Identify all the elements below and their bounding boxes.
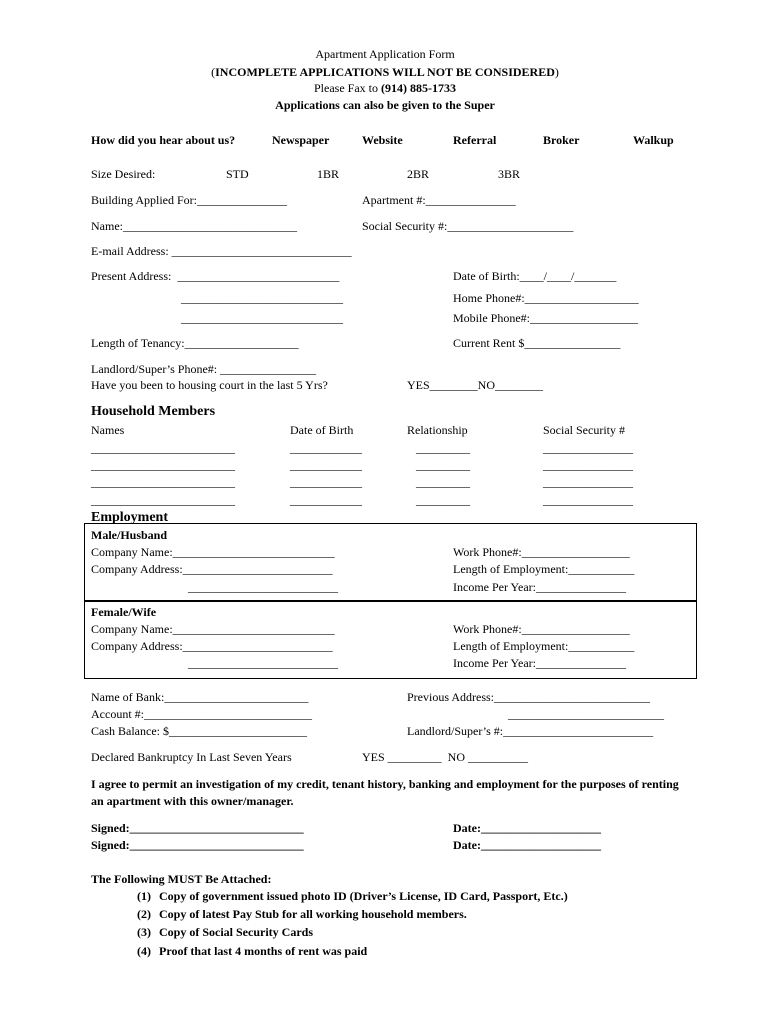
agreement-line1: I agree to permit an investigation of my credit, tenant history, banking and employment for the purposes of renting — [91, 777, 679, 791]
household-header-names: Names — [91, 423, 125, 437]
previous-address-field[interactable]: Previous Address:__________________________ — [407, 690, 650, 704]
mobile-phone-field[interactable]: Mobile Phone#:__________________ — [453, 311, 638, 325]
bankruptcy-question: Declared Bankruptcy In Last Seven Years — [91, 750, 292, 764]
household-ssn-field[interactable]: _______________ — [543, 441, 633, 455]
female-company-name-field[interactable]: Company Name:___________________________ — [91, 622, 335, 636]
present-address-line3[interactable]: ___________________________ — [181, 311, 343, 325]
household-header-relationship: Relationship — [407, 423, 468, 437]
male-income-field[interactable]: Income Per Year:_______________ — [453, 580, 626, 594]
fax-number: (914) 885-1733 — [381, 81, 456, 95]
size-2br[interactable]: 2BR — [407, 167, 430, 181]
form-title: Apartment Application Form — [315, 47, 455, 61]
email-field[interactable]: E-mail Address: ______________________________ — [91, 244, 352, 258]
household-title: Household Members — [91, 404, 216, 419]
incomplete-text: INCOMPLETE APPLICATIONS WILL NOT BE CONSIDERED — [215, 65, 555, 79]
size-label: Size Desired: — [91, 167, 156, 181]
attachment-text: Copy of government issued photo ID (Driver’s License, ID Card, Passport, Etc.) — [159, 889, 568, 903]
attachment-number: (1) — [137, 889, 151, 903]
date-field[interactable]: Date:____________________ — [453, 838, 601, 852]
ssn-field[interactable]: Social Security #:_____________________ — [362, 219, 574, 233]
attachment-text: Proof that last 4 months of rent was paid — [159, 944, 368, 958]
date-field[interactable]: Date:____________________ — [453, 821, 601, 835]
male-company-name-field[interactable]: Company Name:___________________________ — [91, 545, 335, 559]
present-address-field[interactable]: Present Address: ___________________________ — [91, 269, 340, 283]
landlord-phone-field[interactable]: Landlord/Super’s Phone#: ________________ — [91, 362, 317, 376]
male-company-address-field[interactable]: Company Address:_________________________ — [91, 562, 333, 576]
female-title: Female/Wife — [91, 605, 157, 619]
incomplete-warning — [0, 65, 770, 79]
employment-title: Employment — [91, 510, 168, 525]
size-1br[interactable]: 1BR — [317, 167, 340, 181]
household-ssn-field[interactable]: _______________ — [543, 475, 633, 489]
household-relationship-field[interactable]: _________ — [416, 493, 470, 507]
super-note: Applications can also be given to the Super — [275, 98, 495, 112]
building-field[interactable]: Building Applied For:_______________ — [91, 193, 288, 207]
option-walkup[interactable]: Walkup — [633, 133, 674, 147]
option-referral[interactable]: Referral — [453, 133, 497, 147]
household-header-dob: Date of Birth — [290, 423, 354, 437]
attachment-text: Copy of latest Pay Stub for all working household members. — [159, 907, 467, 921]
home-phone-field[interactable]: Home Phone#:___________________ — [453, 291, 639, 305]
bank-name-field[interactable]: Name of Bank:________________________ — [91, 690, 309, 704]
signature-field[interactable]: Signed:_____________________________ — [91, 821, 304, 835]
household-relationship-field[interactable]: _________ — [416, 475, 470, 489]
female-length-employment-field[interactable]: Length of Employment:___________ — [453, 639, 635, 653]
cash-balance-field[interactable]: Cash Balance: $_______________________ — [91, 724, 307, 738]
household-name-field[interactable]: ________________________ — [91, 493, 235, 507]
female-company-address-line2[interactable]: _________________________ — [188, 656, 338, 670]
household-dob-field[interactable]: ____________ — [290, 441, 362, 455]
attachment-item — [137, 944, 367, 958]
attachment-text: Copy of Social Security Cards — [159, 925, 313, 939]
attachment-number: (4) — [137, 944, 151, 958]
option-broker[interactable]: Broker — [543, 133, 580, 147]
size-std[interactable]: STD — [226, 167, 249, 181]
female-work-phone-field[interactable]: Work Phone#:__________________ — [453, 622, 630, 636]
name-field[interactable]: Name:_____________________________ — [91, 219, 297, 233]
household-relationship-field[interactable]: _________ — [416, 441, 470, 455]
signature-field[interactable]: Signed:_____________________________ — [91, 838, 304, 852]
female-company-address-field[interactable]: Company Address:_________________________ — [91, 639, 333, 653]
fax-line — [0, 81, 770, 95]
hear-about-question: How did you hear about us? — [91, 133, 236, 147]
male-company-address-line2[interactable]: _________________________ — [188, 580, 338, 594]
household-dob-field[interactable]: ____________ — [290, 475, 362, 489]
bankruptcy-yes-no[interactable]: YES _________ NO __________ — [362, 750, 529, 764]
housing-court-question: Have you been to housing court in the last 5 Yrs? — [91, 378, 328, 392]
attachment-item — [137, 925, 313, 939]
housing-court-yes-no[interactable]: YES________NO________ — [407, 378, 544, 392]
previous-landlord-field[interactable]: Landlord/Super’s #:_________________________ — [407, 724, 654, 738]
attachment-number: (2) — [137, 907, 151, 921]
account-number-field[interactable]: Account #:____________________________ — [91, 707, 312, 721]
dob-field[interactable]: Date of Birth:____/____/_______ — [453, 269, 617, 283]
present-address-line2[interactable]: ___________________________ — [181, 291, 343, 305]
previous-address-line2[interactable]: __________________________ — [508, 707, 664, 721]
fax-label: Please Fax to — [314, 81, 381, 95]
male-work-phone-field[interactable]: Work Phone#:__________________ — [453, 545, 630, 559]
agreement-line2: an apartment with this owner/manager. — [91, 794, 294, 808]
household-name-field[interactable]: ________________________ — [91, 475, 235, 489]
male-length-employment-field[interactable]: Length of Employment:___________ — [453, 562, 635, 576]
male-title: Male/Husband — [91, 528, 168, 542]
incomplete-close-paren: ) — [554, 65, 559, 79]
attachment-item — [137, 889, 568, 903]
household-ssn-field[interactable]: _______________ — [543, 458, 633, 472]
apartment-field[interactable]: Apartment #:_______________ — [362, 193, 516, 207]
female-income-field[interactable]: Income Per Year:_______________ — [453, 656, 626, 670]
size-3br[interactable]: 3BR — [498, 167, 521, 181]
household-relationship-field[interactable]: _________ — [416, 458, 470, 472]
incomplete-open-paren: ( — [211, 65, 216, 79]
household-dob-field[interactable]: ____________ — [290, 458, 362, 472]
tenancy-field[interactable]: Length of Tenancy:___________________ — [91, 336, 299, 350]
household-dob-field[interactable]: ____________ — [290, 493, 362, 507]
household-name-field[interactable]: ________________________ — [91, 458, 235, 472]
rent-field[interactable]: Current Rent $________________ — [453, 336, 621, 350]
option-website[interactable]: Website — [362, 133, 403, 147]
attachment-item — [137, 907, 467, 921]
household-name-field[interactable]: ________________________ — [91, 441, 235, 455]
household-header-ssn: Social Security # — [543, 423, 625, 437]
attachment-number: (3) — [137, 925, 151, 939]
option-newspaper[interactable]: Newspaper — [272, 133, 330, 147]
household-ssn-field[interactable]: _______________ — [543, 493, 633, 507]
attachments-title: The Following MUST Be Attached: — [91, 872, 272, 886]
